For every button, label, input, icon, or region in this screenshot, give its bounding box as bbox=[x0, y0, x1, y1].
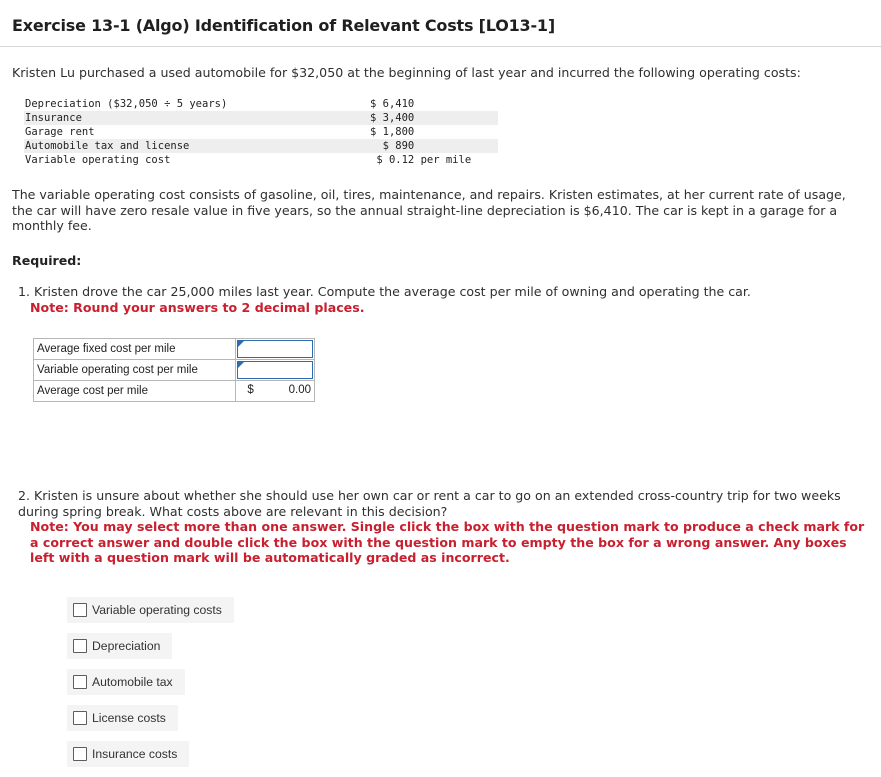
option-label: License costs bbox=[92, 711, 166, 725]
title-divider bbox=[0, 46, 881, 47]
cost-label: Depreciation ($32,050 ÷ 5 years) bbox=[25, 98, 228, 110]
input-flag-icon bbox=[238, 362, 244, 368]
description-text: The variable operating cost consists of gasoline, oil, tires, maintenance, and repairs. Kristen estimates, at her current rate of usage, the car will have zero resale value in five years, so the annual straight-line depreciation is $6,410. The car is kept in a garage for a monthly fee. bbox=[12, 187, 846, 233]
option-label: Depreciation bbox=[92, 639, 161, 653]
cost-label: Garage rent bbox=[25, 126, 95, 138]
option-label: Insurance costs bbox=[92, 747, 178, 761]
operating-costs-table bbox=[24, 97, 498, 167]
cost-row-garage-rent bbox=[24, 125, 498, 139]
cost-label: Variable operating cost bbox=[25, 154, 171, 166]
intro-text: Kristen Lu purchased a used automobile for $32,050 at the beginning of last year and incurred the following operating costs: bbox=[12, 65, 801, 80]
option-insurance-costs[interactable] bbox=[67, 741, 189, 767]
option-automobile-tax[interactable] bbox=[67, 669, 185, 695]
checkbox[interactable] bbox=[73, 711, 87, 725]
cost-row-tax-license bbox=[24, 139, 498, 153]
required-heading: Required: bbox=[12, 253, 82, 268]
answer-row-fixed bbox=[34, 339, 315, 360]
answer-label: Average cost per mile bbox=[34, 381, 236, 402]
option-label: Variable operating costs bbox=[92, 603, 222, 617]
answer-label: Average fixed cost per mile bbox=[34, 339, 236, 360]
option-depreciation[interactable] bbox=[67, 633, 172, 659]
option-label: Automobile tax bbox=[92, 675, 173, 689]
question-1-text: 1. Kristen drove the car 25,000 miles last year. Compute the average cost per mile of owning and operating the car. bbox=[18, 284, 751, 299]
answer-table bbox=[33, 338, 315, 402]
answer-row-average bbox=[34, 381, 315, 402]
question-1 bbox=[18, 284, 868, 315]
cost-amount: $ 1,800 bbox=[370, 126, 415, 138]
cost-amount: $ 0.12 per mile bbox=[370, 154, 472, 166]
answer-label: Variable operating cost per mile bbox=[34, 360, 236, 381]
checkbox[interactable] bbox=[73, 747, 87, 761]
cost-row-variable bbox=[24, 153, 498, 167]
answer-cell bbox=[236, 360, 315, 381]
checkbox[interactable] bbox=[73, 639, 87, 653]
question-2-note: Note: You may select more than one answer. Single click the box with the question mark to produce a check mark for a correct answer and double click the box with the question mark to empty the box for a wrong answer. Any boxes left with a question mark will be automatically graded as incorrect. bbox=[30, 519, 865, 565]
cost-label: Insurance bbox=[25, 112, 82, 124]
cost-amount: $ 3,400 bbox=[370, 112, 415, 124]
cost-amount: $ 6,410 bbox=[370, 98, 415, 110]
cost-amount: $ 890 bbox=[370, 140, 415, 152]
avg-fixed-cost-input[interactable] bbox=[237, 340, 313, 358]
avg-cost-total bbox=[236, 381, 315, 402]
answer-cell bbox=[236, 339, 315, 360]
answer-row-variable bbox=[34, 360, 315, 381]
checkbox[interactable] bbox=[73, 603, 87, 617]
question-2 bbox=[18, 488, 868, 566]
question-1-note: Note: Round your answers to 2 decimal places. bbox=[30, 299, 365, 315]
page-title: Exercise 13-1 (Algo) Identification of Relevant Costs [LO13-1] bbox=[12, 16, 555, 35]
checkbox[interactable] bbox=[73, 675, 87, 689]
currency-symbol: $ bbox=[247, 384, 254, 396]
cost-row-depreciation bbox=[24, 97, 498, 111]
avg-cost-value: 0.00 bbox=[288, 384, 311, 396]
question-2-text: 2. Kristen is unsure about whether she should use her own car or rent a car to go on an extended cross-country trip for two weeks during spring break. What costs above are relevant in this decision? bbox=[18, 488, 841, 519]
input-flag-icon bbox=[238, 341, 244, 347]
variable-cost-input[interactable] bbox=[237, 361, 313, 379]
option-variable-operating-costs[interactable] bbox=[67, 597, 234, 623]
option-license-costs[interactable] bbox=[67, 705, 178, 731]
cost-row-insurance bbox=[24, 111, 498, 125]
cost-label: Automobile tax and license bbox=[25, 140, 190, 152]
